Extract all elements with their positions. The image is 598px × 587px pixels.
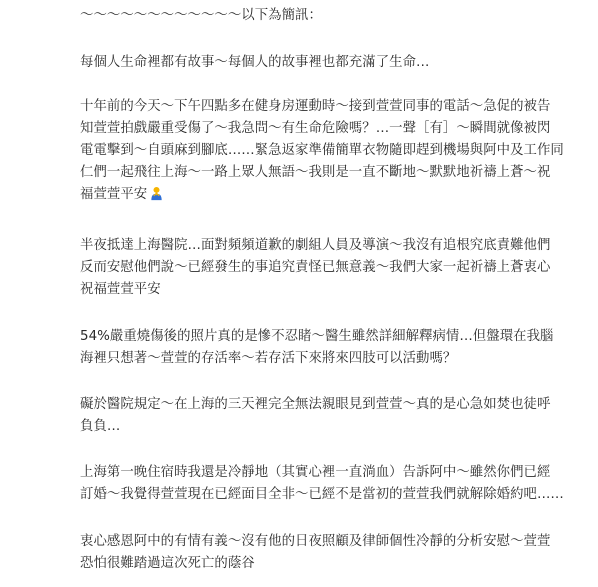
paragraph-line: 負負… bbox=[80, 419, 121, 434]
paragraph-line: 訂婚～我覺得萱萱現在已經面目全非～已經不是當初的萱萱我們就解除婚約吧…… bbox=[80, 487, 564, 502]
paragraph-text: 福萱萱平安 bbox=[80, 187, 148, 202]
paragraph-line: 54%嚴重燒傷後的照片真的是慘不忍睹～醫生雖然詳細解釋病情…但盤環在我腦 bbox=[80, 329, 554, 344]
paragraph-line: 恐怕很難踏過這次死亡的蔭谷 bbox=[80, 556, 255, 571]
paragraph-line: 半夜抵達上海醫院…面對頻頻道歉的劇組人員及導演～我沒有追根究底責難他們 bbox=[80, 238, 551, 253]
paragraph-line: 祝福萱萱平安 bbox=[80, 282, 161, 297]
paragraph-line: 十年前的今天～下午四點多在健身房運動時～接到萱萱同事的電話～急促的被告 bbox=[80, 99, 551, 114]
header-line: ～～～～～～～～～～～～以下為簡訊： bbox=[80, 8, 322, 23]
paragraph-line: 衷心感恩阿中的有情有義～沒有他的日夜照顧及律師個性冷靜的分析安慰～萱萱 bbox=[80, 534, 551, 549]
paragraph-line: 海裡只想著～萱萱的存活率～若存活下來將來四肢可以活動嗎？ bbox=[80, 351, 457, 366]
paragraph-line: 仁們一起飛往上海～一路上眾人無語～我則是一直不斷地～默默地祈禱上蒼～祝 bbox=[80, 165, 551, 180]
paragraph-line: 每個人生命裡都有故事～每個人的故事裡也都充滿了生命… bbox=[80, 55, 430, 70]
paragraph-line: 反而安慰他們說～已經發生的事追究責怪已無意義～我們大家一起祈禱上蒼衷心 bbox=[80, 260, 551, 275]
paragraph-line bbox=[80, 185, 164, 205]
paragraph-line: 知萱萱拍戲嚴重受傷了～我急問～有生命危險嗎？…一聲［有］～瞬間就像被閃 bbox=[80, 121, 551, 136]
paragraph-line: 礙於醫院規定～在上海的三天裡完全無法親眼見到萱萱～真的是心急如焚也徒呼 bbox=[80, 397, 551, 412]
paragraph-line: 電電擊到～自頭麻到腳底……緊急返家準備簡單衣物隨即趕到機場與阿中及工作同 bbox=[80, 143, 564, 158]
paragraph-line: 上海第一晚住宿時我還是冷靜地（其實心裡一直淌血）告訴阿中～雖然你們已經 bbox=[80, 465, 551, 480]
praying-person-emoji-icon bbox=[149, 186, 164, 201]
